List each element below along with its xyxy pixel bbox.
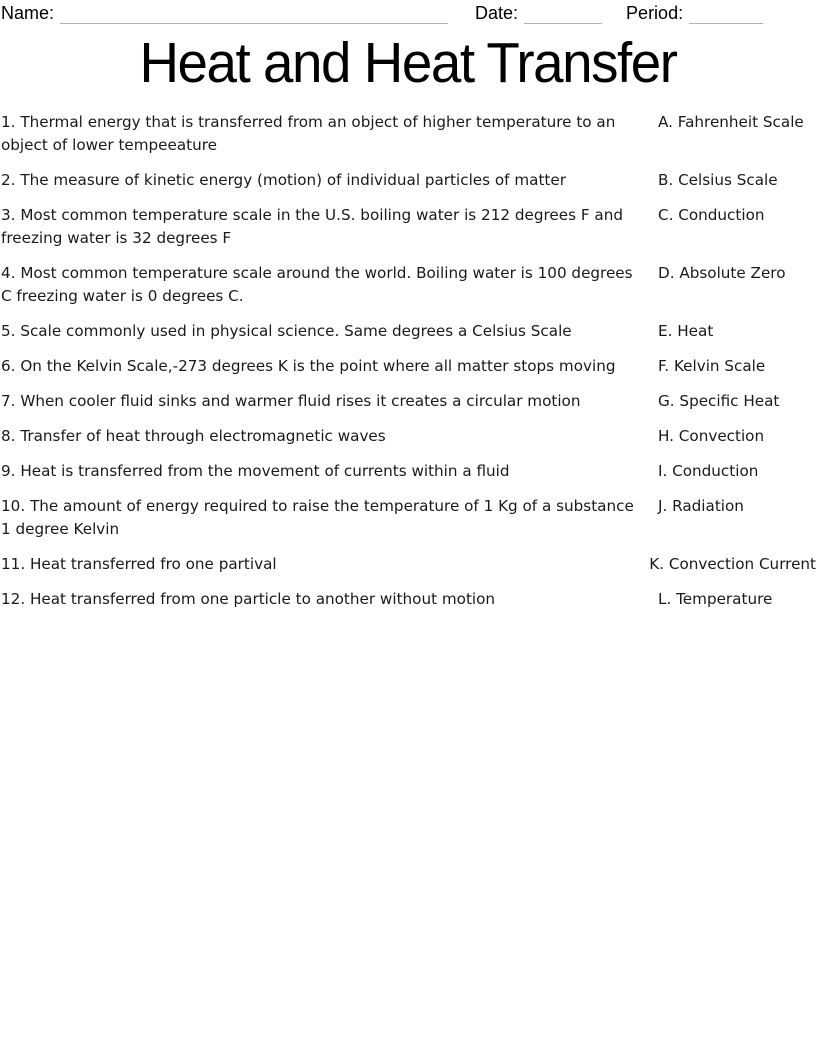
answer-option: A. Fahrenheit Scale (658, 113, 804, 131)
answer-option: B. Celsius Scale (658, 171, 778, 189)
matching-row (1, 390, 816, 413)
name-blank (60, 4, 448, 24)
question-text: 8. Transfer of heat through electromagnetic waves (1, 427, 386, 445)
answer-option: H. Convection (658, 427, 765, 445)
question-text: 2. The measure of kinetic energy (motion) of individual particles of matter (1, 171, 566, 189)
worksheet-title: Heat and Heat Transfer (139, 31, 677, 95)
question-text: 10. The amount of energy required to raise the temperature of 1 Kg of a substance 1 degree Kelvin (1, 497, 634, 538)
matching-row (1, 262, 816, 308)
matching-row (1, 204, 816, 250)
question-text: 6. On the Kelvin Scale,-273 degrees K is the point where all matter stops moving (1, 357, 616, 375)
answer-option: I. Conduction (658, 462, 759, 480)
date-blank (524, 4, 602, 24)
matching-row (1, 425, 816, 448)
date-label: Date: (475, 3, 519, 23)
question-text: 9. Heat is transferred from the movement of currents within a fluid (1, 462, 510, 480)
answer-option: G. Specific Heat (658, 392, 780, 410)
worksheet-header (0, 2, 816, 24)
question-text: 12. Heat transferred from one particle to another without motion (1, 590, 496, 608)
answer-option: E. Heat (658, 322, 714, 340)
matching-row (1, 553, 816, 576)
answer-option: D. Absolute Zero (658, 264, 786, 282)
matching-row (1, 111, 816, 157)
matching-row (1, 320, 816, 343)
matching-row (1, 169, 816, 192)
question-text: 1. Thermal energy that is transferred from an object of higher temperature to an object of lower tempeeature (1, 113, 616, 154)
question-text: 4. Most common temperature scale around the world. Boiling water is 100 degrees C freezing water is 0 degrees C. (1, 264, 633, 305)
answer-option: L. Temperature (658, 590, 773, 608)
matching-row (1, 588, 816, 611)
answer-option: K. Convection Current (649, 555, 816, 573)
period-label: Period: (626, 3, 684, 23)
question-text: 11. Heat transferred fro one partival (1, 555, 277, 573)
matching-row (1, 355, 816, 378)
matching-row (1, 460, 816, 483)
answer-option: F. Kelvin Scale (658, 357, 766, 375)
answer-option: J. Radiation (658, 497, 744, 515)
question-text: 3. Most common temperature scale in the U.S. boiling water is 212 degrees F and freezing water is 32 degrees F (1, 206, 623, 247)
matching-row (1, 495, 816, 541)
question-text: 7. When cooler fluid sinks and warmer fluid rises it creates a circular motion (1, 392, 581, 410)
period-blank (689, 4, 763, 24)
matching-section (0, 111, 816, 611)
question-text: 5. Scale commonly used in physical science. Same degrees a Celsius Scale (1, 322, 572, 340)
answer-option: C. Conduction (658, 206, 765, 224)
name-label: Name: (1, 3, 55, 23)
